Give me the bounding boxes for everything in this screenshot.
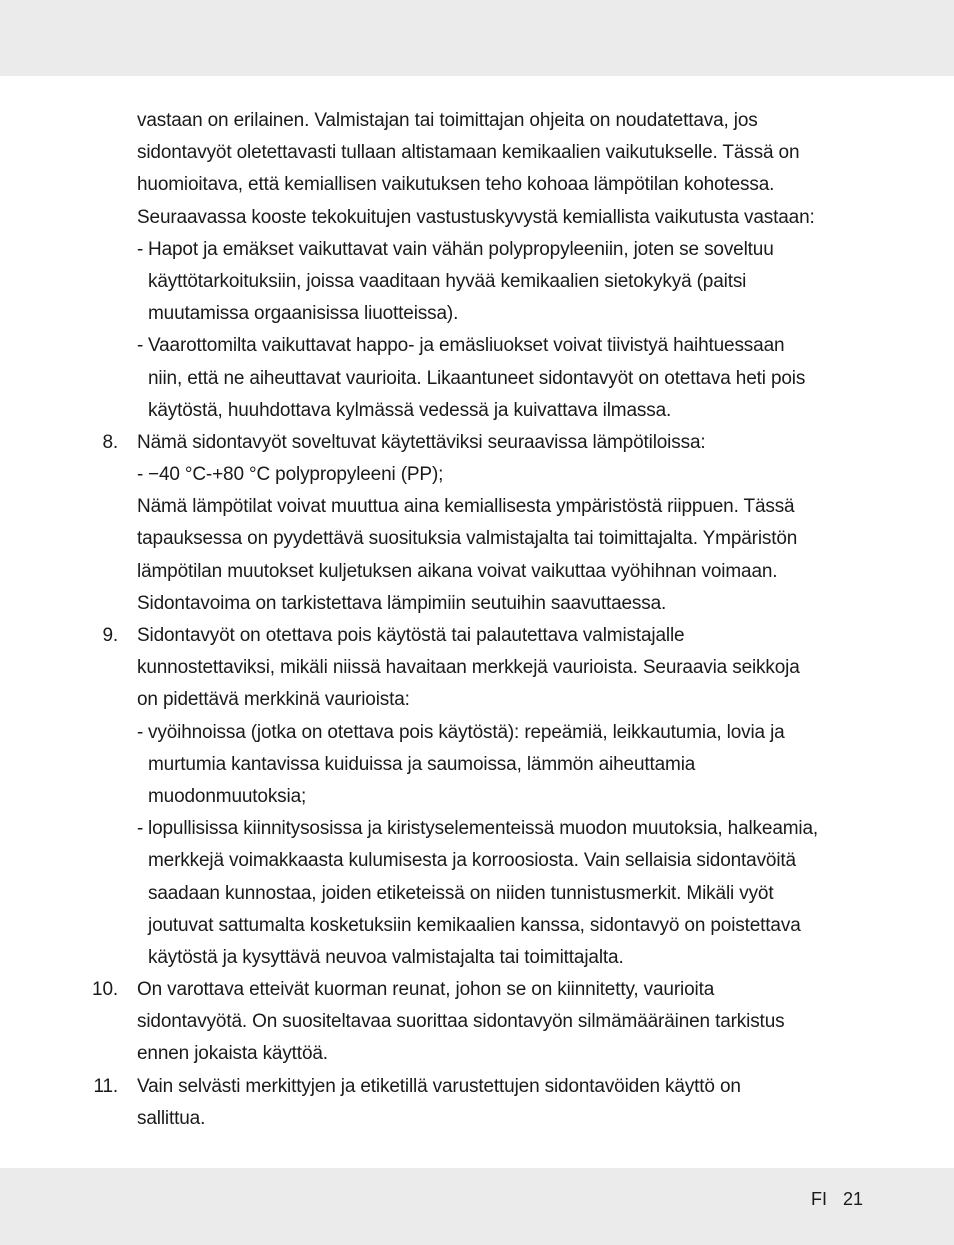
language-code: FI	[811, 1189, 827, 1209]
text-span: Sidontavyöt on otettava pois käytöstä tai palautettava valmistajalle	[137, 625, 685, 646]
text-span: Nämä sidontavyöt soveltuvat käytettäviksi seuraavissa lämpötiloissa:	[137, 431, 706, 453]
text-line: merkkejä voimakkaasta kulumisesta ja korroosiosta. Vain sellaisia sidontavöitä	[148, 850, 796, 872]
page-footer	[0, 1187, 954, 1211]
text-line: vastaan on erilainen. Valmistajan tai toimittajan ohjeita on noudatettava, jos	[137, 110, 758, 131]
dash-marker: -	[137, 464, 144, 486]
text-line: käyttötarkoituksiin, joissa vaaditaan hyvää kemikaalien sietokykyä (paitsi	[148, 270, 747, 292]
numbered-item-9	[0, 620, 954, 652]
text-span: −40 °C-+80 °C polypropyleeni (PP);	[148, 464, 444, 486]
page-number: 21	[843, 1189, 864, 1209]
bullet-line	[0, 234, 954, 266]
text-line: käytöstä ja kysyttävä neuvoa valmistajalta tai toimittajalta.	[148, 946, 624, 968]
text-span: On varottava etteivät kuorman reunat, johon se on kiinnitetty, vaurioita	[137, 979, 715, 1001]
item-number: 11.	[93, 1075, 118, 1097]
text-line: muutamissa orgaanisissa liuotteissa).	[148, 303, 459, 325]
bullet-line	[0, 813, 954, 845]
text-line: niin, että ne aiheuttavat vaurioita. Likaantuneet sidontavyöt on otettava heti pois	[148, 367, 806, 389]
numbered-item-8	[0, 427, 954, 459]
text-line: kunnostettaviksi, mikäli niissä havaitaan merkkejä vaurioista. Seuraavia seikkoja	[137, 657, 800, 679]
header-band	[0, 0, 954, 76]
text-line: murtumia kantavissa kuiduissa ja saumoissa, lämmön aiheuttamia	[148, 753, 696, 775]
text-span: lopullisissa kiinnitysosissa ja kiristyselementeissä muodon muutoksia, halkeamia,	[148, 818, 819, 840]
text-line: joutuvat sattumalta kosketuksiin kemikaalien kanssa, sidontavyö on poistettava	[148, 914, 801, 936]
text-span: Vaarottomilta vaikuttavat happo- ja emäsliuokset voivat tiivistyä haihtuessaan	[148, 335, 785, 357]
text-span: Hapot ja emäkset vaikuttavat vain vähän polypropyleeniin, joten se soveltuu	[148, 238, 774, 260]
dash-marker: -	[137, 721, 144, 743]
dash-marker: -	[137, 238, 144, 260]
text-span: Vain selvästi merkittyjen ja etiketillä varustettujen sidontavöiden käyttö on	[137, 1075, 741, 1097]
text-line: saadaan kunnostaa, joiden etiketeissä on niiden tunnistusmerkit. Mikäli vyöt	[148, 882, 774, 904]
item-number: 9.	[102, 625, 118, 646]
numbered-item-11	[0, 1071, 954, 1103]
text-line: on pidettävä merkkinä vaurioista:	[137, 689, 410, 711]
text-line: sallittua.	[137, 1107, 206, 1129]
bullet-line	[0, 330, 954, 362]
text-line: Sidontavoima on tarkistettava lämpimiin seutuihin saavuttaessa.	[137, 592, 667, 614]
text-line: sidontavyöt oletettavasti tullaan altistamaan kemikaalien vaikutukselle. Tässä on	[137, 142, 800, 164]
item-number: 8.	[102, 431, 118, 453]
text-line: tapauksessa on pyydettävä suosituksia valmistajalta tai toimittajalta. Ympäristön	[137, 528, 798, 550]
text-line: sidontavyötä. On suositeltavaa suorittaa sidontavyön silmämääräinen tarkistus	[137, 1011, 785, 1033]
dash-marker: -	[137, 818, 144, 840]
item-number: 10.	[92, 979, 118, 1001]
text-line: lämpötilan muutokset kuljetuksen aikana voivat vaikuttaa vyöhihnan voimaan.	[137, 560, 778, 582]
dash-marker: -	[137, 335, 144, 357]
text-line: ennen jokaista käyttöä.	[137, 1043, 328, 1065]
bullet-line	[0, 717, 954, 749]
text-line: Nämä lämpötilat voivat muuttua aina kemiallisesta ympäristöstä riippuen. Tässä	[137, 496, 795, 518]
document-body	[0, 105, 954, 1135]
text-line: muodonmuutoksia;	[148, 785, 307, 807]
text-line: Seuraavassa kooste tekokuitujen vastustuskyvystä kemiallista vaikutusta vastaan:	[137, 206, 815, 228]
bullet-line	[0, 459, 954, 491]
text-line: huomioitava, että kemiallisen vaikutuksen teho kohoaa lämpötilan kohotessa.	[137, 174, 775, 196]
text-line: käytöstä, huuhdottava kylmässä vedessä ja kuivattava ilmassa.	[148, 399, 672, 421]
text-span: vyöihnoissa (jotka on otettava pois käytöstä): repeämiä, leikkautumia, lovia ja	[148, 721, 785, 743]
numbered-item-10	[0, 974, 954, 1006]
